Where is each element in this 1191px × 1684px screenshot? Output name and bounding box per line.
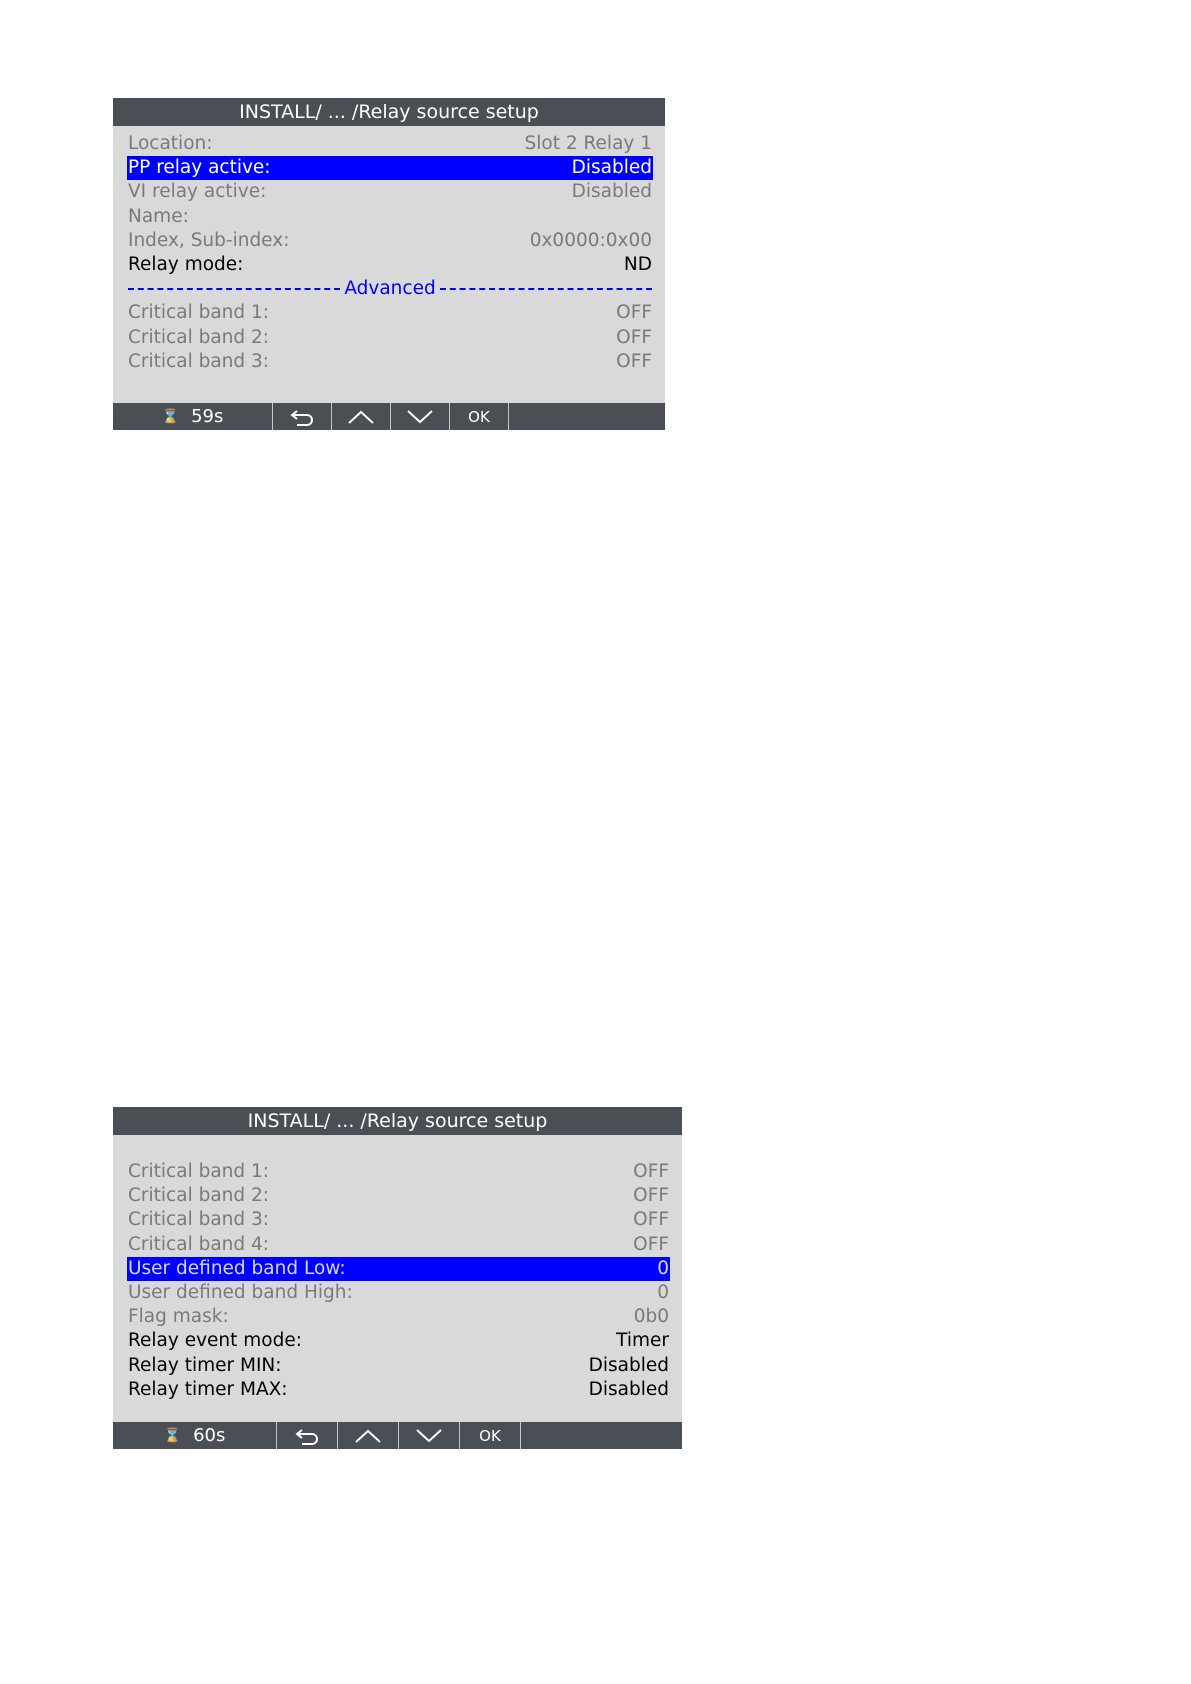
setting-value: OFF: [616, 302, 652, 324]
relay-setup-screen-2: [113, 1107, 682, 1449]
setting-label: PP relay active:: [128, 157, 271, 179]
setting-label: Location:: [128, 133, 213, 154]
timeout-value: 59s: [191, 406, 224, 427]
setting-row-flag-mask[interactable]: [127, 1305, 670, 1329]
setting-label: Relay event mode:: [128, 1330, 302, 1352]
setting-row-critical-band-3[interactable]: [127, 350, 653, 374]
ok-button[interactable]: [460, 1422, 521, 1449]
softkey-empty: [509, 403, 665, 430]
setting-value: Slot 2 Relay 1: [524, 133, 652, 154]
setting-label: Relay timer MAX:: [128, 1378, 288, 1400]
setting-label: User defined band Low:: [128, 1257, 346, 1279]
setting-row-name[interactable]: [127, 205, 653, 229]
down-button[interactable]: [391, 403, 450, 430]
setting-label: Critical band 3:: [128, 350, 270, 372]
chevron-up-icon: [354, 1428, 382, 1444]
setting-row-critical-band-3[interactable]: [127, 1208, 670, 1232]
setting-row-vi-relay-active[interactable]: [127, 180, 653, 204]
setting-label: Critical band 1:: [128, 302, 270, 324]
timeout-value: 60s: [193, 1425, 226, 1446]
back-button[interactable]: [277, 1422, 338, 1449]
ok-label: OK: [468, 407, 490, 426]
setting-row-relay-event-mode[interactable]: [127, 1329, 670, 1353]
setting-value: OFF: [633, 1209, 669, 1231]
timeout-indicator: [113, 403, 273, 430]
setting-value: 0b0: [633, 1306, 669, 1328]
setting-row-user-band-high[interactable]: [127, 1281, 670, 1305]
setting-value: 0: [657, 1281, 669, 1303]
hourglass-icon: ⌛: [161, 408, 180, 425]
setting-label: Flag mask:: [128, 1306, 229, 1328]
softkey-bar: [113, 1422, 682, 1449]
setting-label: Relay timer MIN:: [128, 1354, 282, 1376]
setting-value: Disabled: [571, 157, 652, 179]
setting-row-user-band-low[interactable]: [127, 1257, 670, 1281]
screen-title: INSTALL/ ... /Relay source setup: [113, 1107, 682, 1135]
setting-value: Disabled: [588, 1354, 669, 1376]
setting-value: Timer: [616, 1330, 669, 1352]
setting-label: Relay mode:: [128, 253, 244, 275]
setting-row-relay-mode[interactable]: [127, 253, 653, 277]
setting-row-relay-timer-min[interactable]: [127, 1354, 670, 1378]
setting-row-relay-timer-max[interactable]: [127, 1378, 670, 1402]
setting-value: ND: [623, 253, 652, 275]
timeout-indicator: [113, 1422, 277, 1449]
back-button[interactable]: [273, 403, 332, 430]
setting-row-critical-band-1[interactable]: [127, 1160, 670, 1184]
setting-row-index-subindex[interactable]: [127, 229, 653, 253]
hourglass-icon: ⌛: [163, 1427, 182, 1444]
chevron-down-icon: [406, 409, 434, 425]
chevron-down-icon: [415, 1428, 443, 1444]
relay-setup-screen-1: [113, 98, 665, 430]
back-arrow-icon: [294, 1427, 320, 1445]
setting-value: Disabled: [588, 1378, 669, 1400]
setting-label: Critical band 4:: [128, 1233, 270, 1255]
setting-value: OFF: [633, 1185, 669, 1207]
setting-value: Disabled: [571, 181, 652, 203]
setting-label: Index, Sub-index:: [128, 229, 290, 251]
up-button[interactable]: [338, 1422, 399, 1449]
chevron-up-icon: [347, 409, 375, 425]
setting-row-critical-band-2[interactable]: [127, 326, 653, 350]
setting-value: 0: [657, 1257, 669, 1279]
setting-label: User defined band High:: [128, 1281, 353, 1303]
setting-label: VI relay active:: [128, 181, 267, 203]
setting-label: Critical band 1:: [128, 1161, 270, 1182]
setting-row-critical-band-1[interactable]: [127, 301, 653, 325]
advanced-divider: [127, 277, 653, 301]
setting-value: OFF: [616, 326, 652, 348]
setting-value: OFF: [616, 350, 652, 372]
setting-label: Critical band 2:: [128, 326, 270, 348]
divider-label: Advanced: [344, 278, 436, 300]
ok-button[interactable]: [450, 403, 509, 430]
back-arrow-icon: [289, 408, 315, 426]
screen-title: INSTALL/ ... /Relay source setup: [113, 98, 665, 126]
setting-row-location[interactable]: [127, 132, 653, 156]
settings-list: [127, 1160, 670, 1402]
settings-list: [127, 132, 653, 374]
setting-label: Critical band 3:: [128, 1209, 270, 1231]
setting-label: Name:: [128, 205, 189, 227]
softkey-bar: [113, 403, 665, 430]
setting-label: Critical band 2:: [128, 1185, 270, 1207]
setting-value: OFF: [633, 1233, 669, 1255]
divider-line-right: [440, 288, 652, 290]
ok-label: OK: [479, 1426, 501, 1445]
softkey-empty: [521, 1422, 682, 1449]
setting-row-critical-band-2[interactable]: [127, 1184, 670, 1208]
divider-line-left: [128, 288, 340, 290]
setting-value: OFF: [633, 1161, 669, 1182]
setting-row-pp-relay-active[interactable]: [127, 156, 653, 180]
setting-row-critical-band-4[interactable]: [127, 1233, 670, 1257]
up-button[interactable]: [332, 403, 391, 430]
down-button[interactable]: [399, 1422, 460, 1449]
setting-value: 0x0000:0x00: [529, 229, 652, 251]
